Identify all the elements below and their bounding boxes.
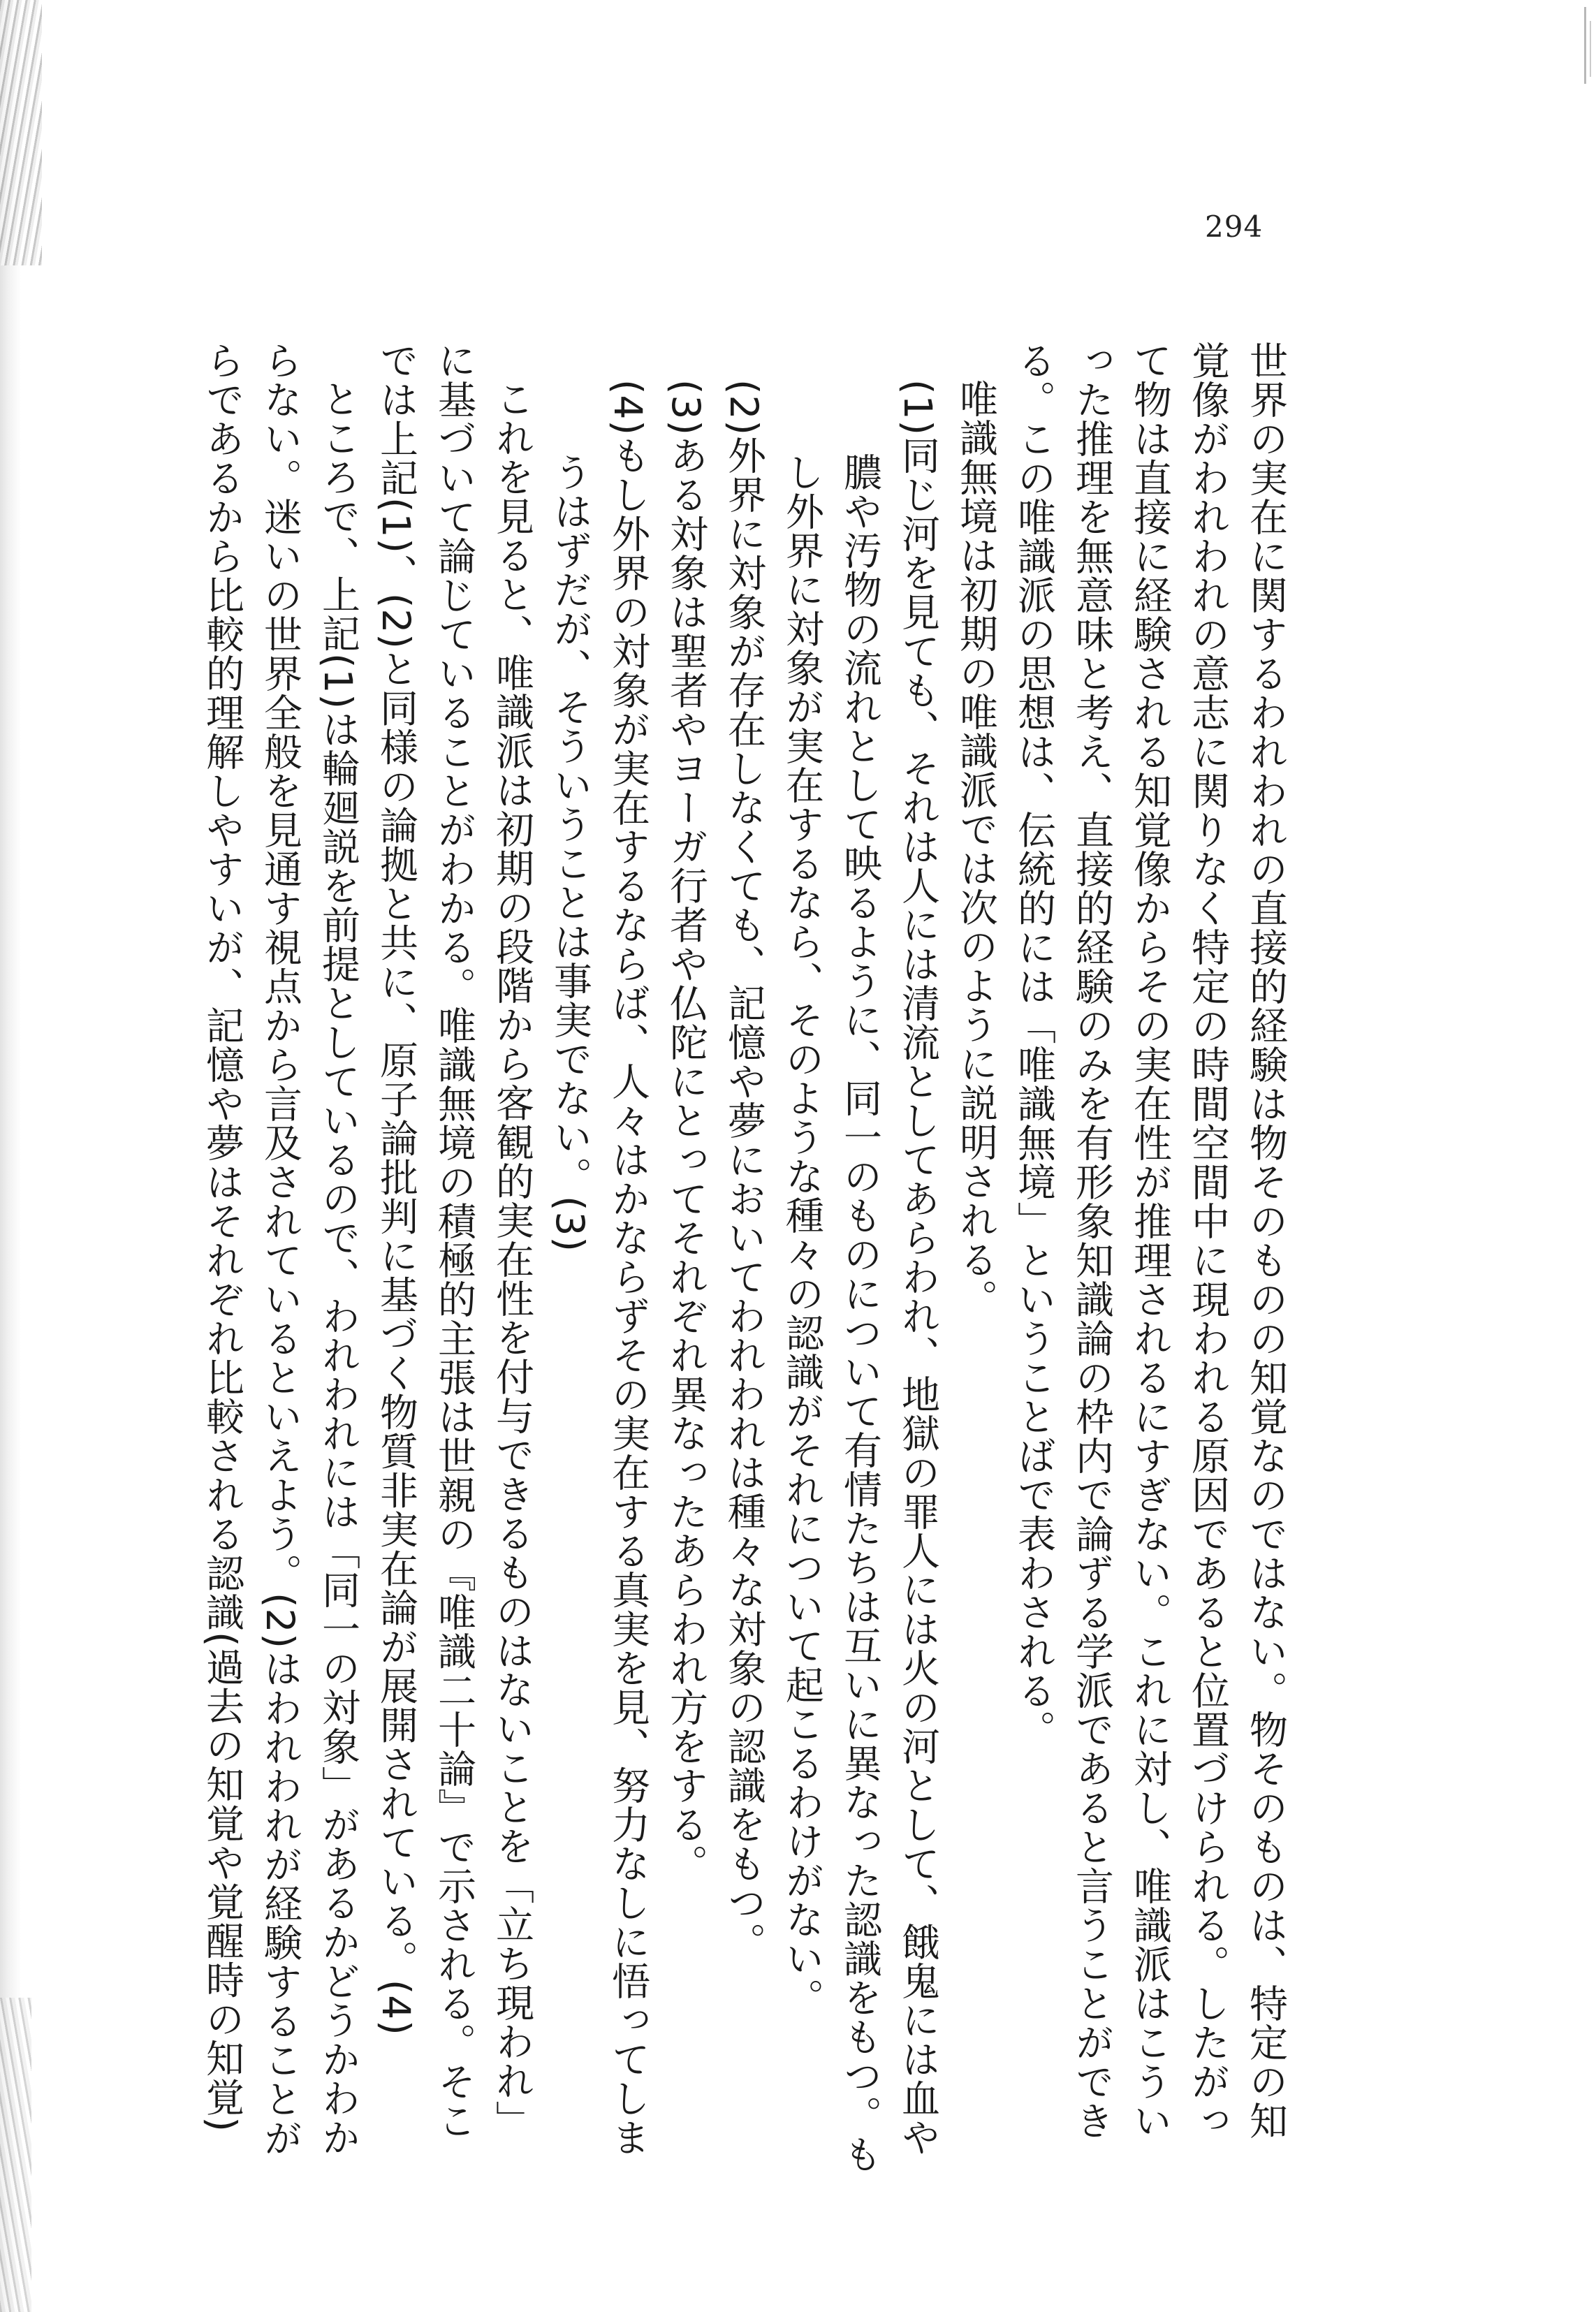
list-item-1: (1)同じ河を見ても、それは人には清流としてあらわれ、地獄の罪人には火の河として、餓鬼には血や	[895, 379, 940, 2157]
scan-mark	[1584, 7, 1586, 84]
scan-edge-noise-bottom	[0, 1998, 31, 2312]
text-line: では上記(1)、(2)と同様の論拠と共に、原子論批判に基づく物質非実在論が展開されている。(4)	[374, 341, 418, 2036]
page-number: 294	[1205, 210, 1264, 244]
scan-edge-shadow	[0, 0, 21, 2312]
list-item-4: (4)もし外界の対象が実在するならば、人々はかならずその実在する真実を見、努力なしに悟ってしま	[606, 379, 650, 2157]
body-text	[193, 341, 1294, 2283]
text-line: ところで、上記(1)は輪廻説を前提としているので、われわれには「同一の対象」があるかどうかわか	[316, 379, 360, 2157]
text-line: 唯識無境は初期の唯識派では次のように説明される。	[953, 379, 998, 1318]
scan-edge-noise-top	[0, 0, 42, 265]
text-line: った推理を無意味と考え、直接的経験のみを有形象知識論の枠内で論ずる学派であると言うことができ	[1069, 341, 1114, 2140]
list-item-4-continuation: うはずだが、そういうことは事実でない。(3)	[548, 453, 592, 1252]
list-item-1-continuation: 膿や汚物の流れとして映るように、同一のものについて有情たちは互いに異なった認識をもつ。も	[837, 453, 882, 2174]
scan-mark	[1590, 21, 1591, 77]
text-line: これを見ると、唯識派は初期の段階から客観的実在性を付与できるものはないことを「立ち現われ」	[490, 379, 534, 2139]
text-line: らない。迷いの世界全般を見通す視点から言及されているといえよう。(2)はわれわれが経験することが	[258, 341, 302, 2158]
list-item-2: (2)外界に対象が存在しなくても、記憶や夢においてわれわれは種々な対象の認識をもつ。	[722, 379, 766, 1961]
list-item-1-continuation: し外界に対象が実在するなら、そのような種々の認識がそれについて起こるわけがない。	[779, 453, 824, 2017]
text-line: る。この唯識派の思想は、伝統的には「唯識無境」ということばで表わされる。	[1011, 341, 1056, 1749]
text-line: に基づいて論じていることがわかる。唯識無境の積極的主張は世親の『唯識二十論』で示される。そこ	[432, 341, 476, 2140]
text-line: 覚像がわれわれの意志に関りなく特定の時間空間中に現われる原因であると位置づけられる。したがっ	[1185, 341, 1230, 2140]
text-line: らであるから比較的理解しやすいが、記憶や夢はそれぞれ比較される認識(過去の知覚や覚醒時の知覚)	[200, 341, 244, 2132]
list-item-3: (3)ある対象は聖者やヨーガ行者や仏陀にとってそれぞれ異なったあらわれ方をする。	[664, 379, 708, 1883]
text-line: て物は直接に経験される知覚像からその実在性が推理されるにすぎない。これに対し、唯識派はこうい	[1127, 341, 1172, 2140]
text-line: 世界の実在に関するわれわれの直接的経験は物そのものの知覚なのではない。物そのものは、特定の知	[1243, 341, 1288, 2140]
